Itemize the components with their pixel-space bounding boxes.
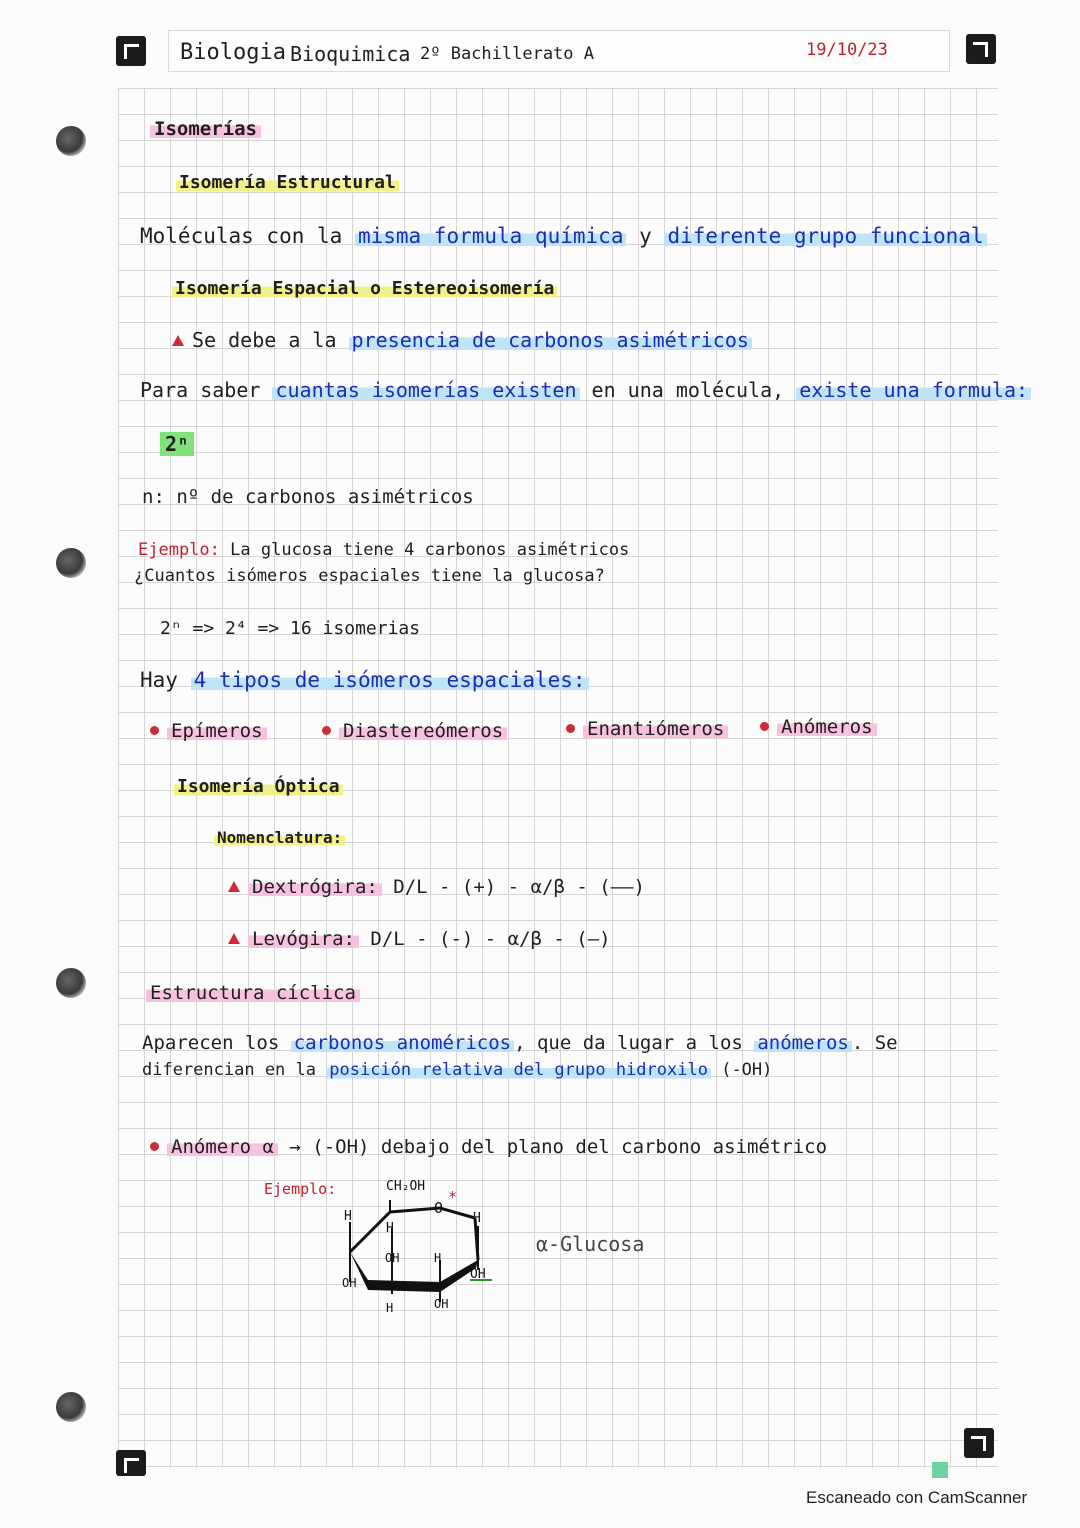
struct-oh-right: OH: [470, 1267, 486, 1282]
struct-ch2oh: CH₂OH: [386, 1179, 426, 1194]
section-title-isomerias: Isomerías: [150, 118, 261, 140]
struct-h-center: H: [434, 1251, 442, 1265]
heading-ciclica: Estructura cíclica: [146, 982, 360, 1004]
ejemplo-calc: 2ⁿ => 2⁴ => 16 isomerias: [160, 618, 421, 639]
binder-hole-icon: [56, 968, 86, 998]
tipos-intro: Hay 4 tipos de isómeros espaciales:: [140, 668, 589, 692]
dot-bullet-icon: [566, 724, 575, 733]
dot-bullet-icon: [322, 726, 331, 735]
ciclica-paragraph-line-2: diferencian en la posición relativa del grupo hidroxilo (-OH): [142, 1060, 773, 1080]
tipo-item: Enantiómeros: [566, 718, 728, 740]
ejemplo-line-1: Ejemplo: La glucosa tiene 4 carbonos asimétricos: [138, 540, 630, 560]
corner-mark-icon: [116, 1450, 146, 1476]
formula-intro: Para saber cuantas isomerías existen en una molécula, existe una formula:: [140, 378, 1031, 402]
alpha-glucose-structure: [330, 1170, 520, 1320]
espacial-bullet: Se debe a la presencia de carbonos asimétricos: [172, 328, 752, 352]
dot-bullet-icon: [760, 722, 769, 731]
struct-h-top: H: [386, 1221, 394, 1236]
triangle-bullet-icon: [228, 933, 240, 944]
corner-mark-icon: [116, 36, 146, 66]
struct-h-bottom: H: [386, 1301, 394, 1315]
ciclica-paragraph-line-1: Aparecen los carbonos anoméricos , que da lugar a los anómeros . Se: [142, 1032, 898, 1054]
anomero-alpha-line: Anómero α → (-OH) debajo del plano del carbono asimétrico: [150, 1136, 827, 1158]
tipo-item: Diastereómeros: [322, 720, 507, 742]
heading-estructural: Isomería Estructural: [176, 172, 399, 193]
dextrogira-line: Dextrógira: D/L - (+) - α/β - (——): [228, 876, 645, 898]
heading-optica: Isomería Óptica: [174, 776, 343, 797]
triangle-bullet-icon: [172, 335, 184, 346]
struct-oh-bottom: OH: [434, 1297, 449, 1311]
binder-hole-icon: [56, 1392, 86, 1422]
tipo-item: Anómeros: [760, 716, 877, 738]
formula-definition: n: nº de carbonos asimétricos: [142, 486, 474, 508]
struct-h-left: H: [344, 1209, 352, 1224]
corner-mark-icon: [966, 34, 996, 64]
formula-expression: 2ⁿ: [160, 432, 194, 456]
corner-mark-icon: [964, 1428, 994, 1458]
subheading-nomenclatura: Nomenclatura:: [214, 828, 345, 847]
ejemplo-line-2: ¿Cuantos isómeros espaciales tiene la glucosa?: [134, 566, 605, 586]
estructural-definition: Moléculas con la misma formula química y diferente grupo funcional: [140, 224, 987, 248]
struct-anomeric-star: *: [448, 1188, 458, 1206]
green-square-icon: [932, 1462, 948, 1478]
scanner-watermark: Escaneado con CamScanner: [806, 1488, 1028, 1507]
binder-hole-icon: [56, 126, 86, 156]
struct-oh-center: OH: [385, 1251, 400, 1265]
molecule-name: α-Glucosa: [536, 1232, 645, 1256]
struct-oh-left: OH: [342, 1276, 357, 1290]
heading-espacial: Isomería Espacial o Estereoisomería: [172, 278, 557, 299]
header-course: 2º Bachillerato A: [420, 44, 594, 64]
header-topic: Bioquimica: [290, 42, 411, 66]
header-subject: Biologia: [180, 40, 286, 65]
dot-bullet-icon: [150, 726, 159, 735]
tipo-item: Epímeros: [150, 720, 267, 742]
triangle-bullet-icon: [228, 881, 240, 892]
struct-h-right: H: [473, 1211, 481, 1226]
struct-ring-oxygen: O: [434, 1199, 444, 1217]
dot-bullet-icon: [150, 1142, 159, 1151]
levogira-line: Levógira: D/L - (-) - α/β - (—): [228, 928, 611, 950]
header-date: 19/10/23: [806, 40, 888, 60]
ejemplo-label-2: Ejemplo:: [264, 1180, 337, 1198]
binder-hole-icon: [56, 548, 86, 578]
